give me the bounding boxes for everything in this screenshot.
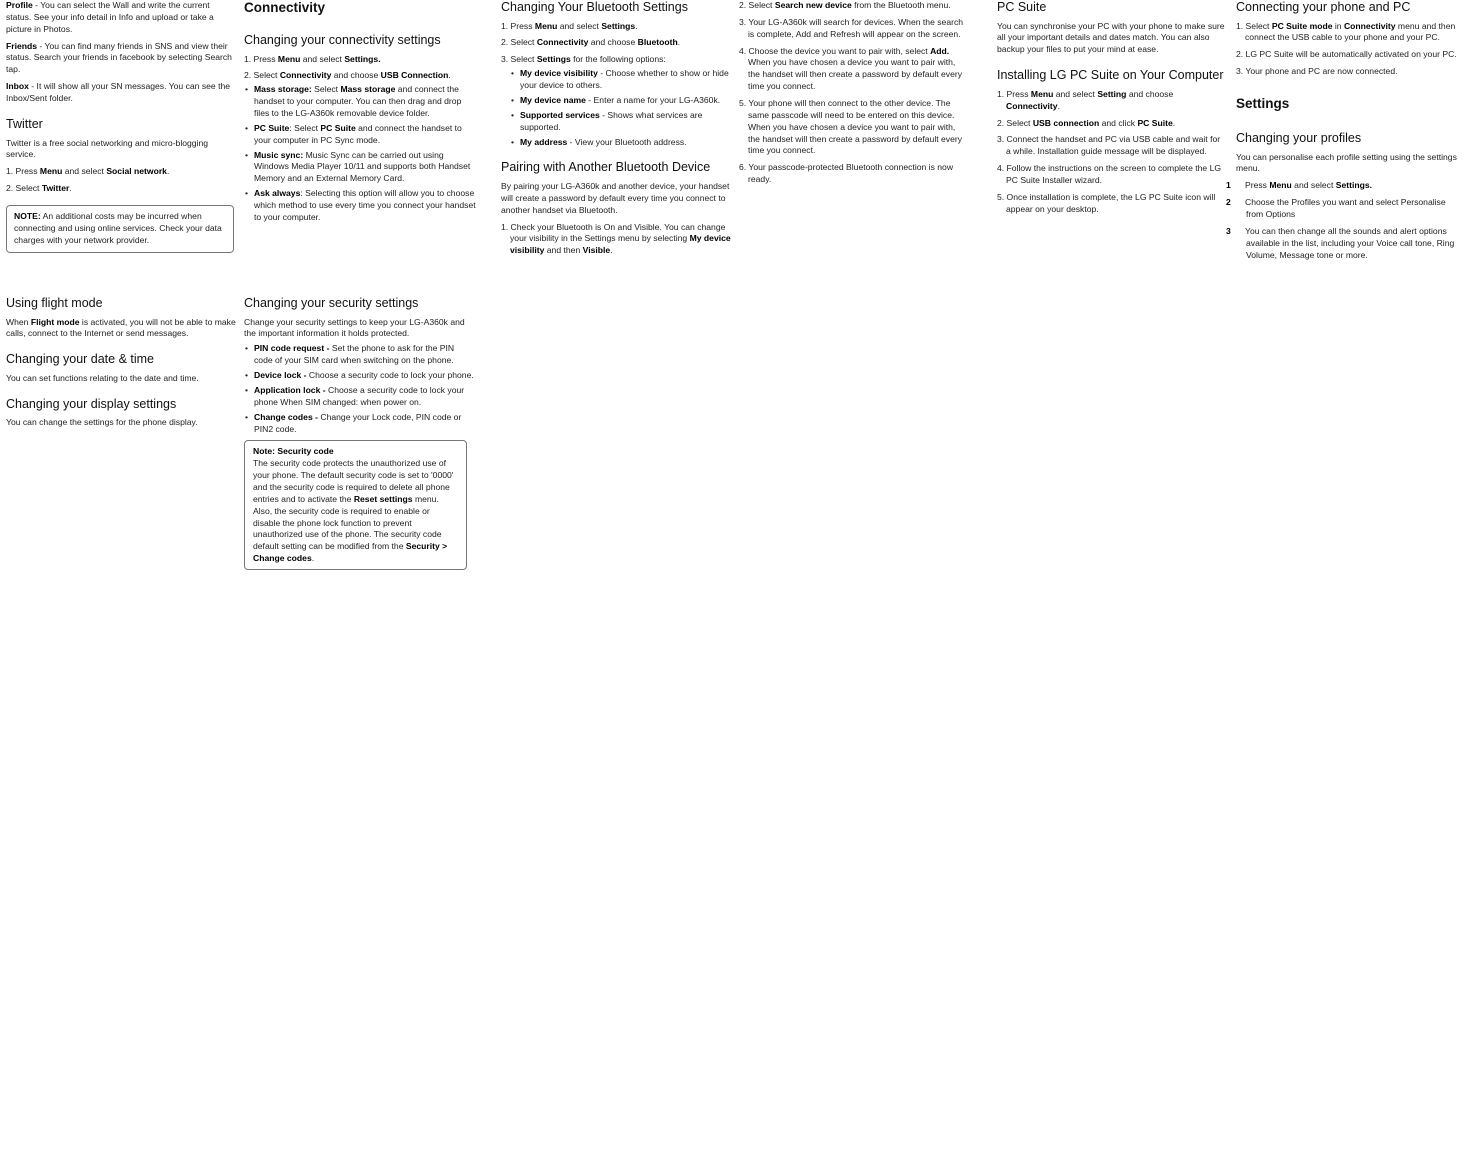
step-number: 5. [997, 191, 1005, 202]
install-step-4 [997, 163, 1227, 187]
note-text: menu. Also, the security code is required to enable or disable the phone lock function to prevent unauthorized use of the phone. The security code default setting can be modified from the [253, 493, 442, 552]
step-term: Connectivity [279, 70, 332, 81]
item-text: : Select [289, 122, 321, 133]
bluetooth-step-2 [501, 37, 731, 49]
step-text: Press [1004, 88, 1031, 99]
step-term: Connectivity [536, 37, 589, 48]
list-item [254, 412, 474, 436]
pc-suite-heading: PC Suite [997, 0, 1047, 14]
column-2-lower [244, 296, 474, 570]
pc-suite-text: You can synchronise your PC with your phone to make sure all your important details and dates match. You can also backup your files to put your mind at ease. [997, 20, 1225, 55]
list-item [520, 95, 731, 107]
install-step-5 [997, 192, 1227, 216]
date-heading: Changing your date & time [6, 352, 155, 367]
step-number: 2. [997, 117, 1005, 128]
flight-term: Flight mode [30, 316, 80, 327]
list-item [254, 343, 474, 367]
item-term: Device lock - [254, 370, 307, 381]
list-item [520, 68, 731, 92]
column-1-lower [6, 296, 238, 434]
step-text: in [1332, 20, 1344, 31]
item-text: Select [311, 84, 341, 95]
item-text: Choose a security code to lock your phone. [306, 370, 474, 381]
profile-paragraph [6, 0, 234, 36]
twitter-step-2 [6, 183, 234, 195]
pairing-step-3 [739, 17, 965, 41]
security-options-list [244, 343, 474, 435]
step-text: and select [1053, 88, 1098, 99]
install-step-3 [997, 134, 1227, 158]
pairing-step-6 [739, 162, 965, 186]
bluetooth-step-1 [501, 21, 731, 33]
step-text: and then [544, 245, 583, 256]
step-text: You can then change all the sounds and alert options available in the list, including your Voice call tone, Ring Volume, Message tone or more. [1245, 225, 1455, 260]
item-term: Music sync: [254, 149, 304, 160]
item-term: Mass storage: [254, 84, 312, 95]
column-3 [501, 0, 731, 262]
flight-text [6, 317, 238, 341]
step-text: Choose the Profiles you want and select Personalise from Options [1245, 197, 1446, 219]
display-text: You can change the settings for the phone display. [6, 417, 198, 428]
connecting-heading: Connecting your phone and PC [1236, 0, 1411, 14]
step-term: My device visibility [510, 233, 731, 256]
connecting-step-2: 2. LG PC Suite will be automatically activated on your PC. [1236, 49, 1457, 60]
step-number: 2 [1226, 197, 1231, 208]
item-term: Supported services [520, 109, 600, 120]
step-text: Select [1243, 20, 1272, 31]
note-text: . [311, 553, 315, 564]
step-text: . [166, 166, 170, 177]
step-text: . [69, 183, 72, 194]
step-term: USB Connection [380, 70, 449, 81]
step-term: USB connection [1032, 117, 1100, 128]
list-item [254, 385, 474, 409]
profile-text: - You can select the Wall and write the current status. See your info detail in Info and upload or take a picture in Photos. [6, 0, 214, 34]
list-item [254, 370, 474, 382]
step-term: Twitter [41, 183, 70, 194]
item-term: Change codes - [254, 411, 318, 422]
item-text: - Shows what services are supported. [520, 109, 703, 132]
step-text: 2. Select [6, 183, 42, 194]
step-text: Select [1004, 117, 1033, 128]
step-term: Social network [106, 166, 167, 177]
step-number: 1. [1236, 20, 1244, 31]
flight-text-post: is activated, you will not be able to make calls, connect to the Internet or send messages. [6, 316, 236, 339]
step-term: Add. [930, 45, 950, 56]
step-term: Visible [582, 245, 611, 256]
column-4 [739, 0, 965, 191]
item-text: Music Sync can be carried out using Windows Media Player 10/11 and supports both Handset Memory and an External Memory Card. [254, 149, 471, 184]
pairing-text: By pairing your LG-A360k and another device, your handset will create a password by default every time you connect to another handset via Bluetooth. [501, 180, 730, 215]
connectivity-sub-heading: Changing your connectivity settings [244, 32, 441, 47]
step-text: . [677, 37, 681, 48]
list-item [520, 110, 731, 134]
item-text: and connect the handset to your computer in PC Sync mode. [254, 122, 462, 145]
friends-text: - You can find many friends in SNS and view their status. Search your friends in facebook by selecting Search tap. [6, 40, 232, 75]
step-term: Menu [1269, 180, 1292, 191]
security-text: Change your security settings to keep your LG-A360k and the important information it holds protected. [244, 316, 465, 339]
step-text: and choose [331, 70, 381, 81]
step-term: Settings. [344, 53, 381, 64]
step-term: Settings [536, 54, 571, 65]
step-text: from the Bluetooth menu. [851, 0, 951, 10]
step-text: menu and then connect the USB cable to your phone and your PC. [1245, 20, 1456, 43]
item-text: and connect the handset to your computer. You can then drag and drop files to the LG-A360k removable device folder. [254, 84, 462, 118]
list-item [254, 188, 476, 224]
list-item [254, 123, 476, 147]
install-heading: Installing LG PC Suite on Your Computer [997, 68, 1224, 83]
step-term: PC Suite mode [1271, 20, 1333, 31]
step-number: 1. [501, 221, 509, 232]
step-text: and select [1291, 180, 1336, 191]
security-heading: Changing your security settings [244, 296, 419, 310]
list-item [254, 150, 476, 186]
note-title: Note: Security code [253, 446, 334, 457]
step-text: and choose [1126, 88, 1174, 99]
list-item [520, 137, 731, 149]
profiles-heading: Changing your profiles [1236, 130, 1362, 145]
note-text: An additional costs may be incurred when connecting and using online services. Check your data charges with your network provider. [14, 210, 222, 245]
step-text: 1. Press [501, 20, 535, 31]
item-term: Application lock - [254, 384, 326, 395]
step-term: Menu [277, 53, 301, 64]
display-heading: Changing your display settings [6, 396, 177, 411]
item-text: Change your Lock code, PIN code or PIN2 code. [254, 411, 462, 434]
step-text: Connect the handset and PC via USB cable and wait for a while. Installation guide message will be displayed. [1004, 134, 1221, 157]
item-text: - Enter a name for your LG-A360k. [585, 94, 721, 105]
step-text: Your LG-A360k will search for devices. When the search is complete, Add and Refresh will appear on the screen. [746, 16, 964, 39]
step-number: 2. [739, 0, 747, 10]
pairing-step-4 [739, 46, 965, 93]
item-text: - View your Bluetooth address. [567, 136, 687, 147]
twitter-text: Twitter is a free social networking and micro-blogging service. [6, 137, 209, 160]
step-text: Select [746, 0, 775, 10]
step-text: Once installation is complete, the LG PC Suite icon will appear on your desktop. [1004, 191, 1216, 214]
step-text: and select [62, 166, 107, 177]
pairing-step-2 [739, 0, 965, 12]
profile-term: Profile [6, 0, 33, 10]
step-number: 3. [739, 16, 747, 27]
step-number: 4. [739, 45, 747, 56]
step-term: Menu [534, 20, 558, 31]
twitter-heading: Twitter [6, 116, 43, 131]
step-text: 1. Press [6, 166, 40, 177]
step-term: Bluetooth [637, 37, 678, 48]
step-term: Connectivity [1343, 20, 1396, 31]
step-text: and select [300, 53, 345, 64]
pairing-step-1 [501, 222, 731, 258]
step-number: 6. [739, 162, 747, 173]
connectivity-step-1 [244, 54, 476, 66]
item-term: My device visibility [520, 68, 598, 79]
step-text: When you have chosen a device you want to pair with, the handset will then create a password by default every time you connect. [748, 57, 963, 92]
step-term: Menu [1030, 88, 1054, 99]
flight-text-pre: When [6, 316, 31, 327]
bluetooth-step-3 [501, 54, 731, 66]
inbox-text: - It will show all your SN messages. You can see the Inbox/Sent folder. [6, 81, 231, 104]
step-text: and click [1099, 117, 1138, 128]
step-text: . [635, 20, 638, 31]
step-text: Choose the device you want to pair with, select [746, 45, 931, 56]
twitter-step-1 [6, 166, 234, 178]
item-term: Mass storage [340, 84, 396, 95]
connecting-step-1 [1236, 21, 1458, 45]
step-term: Settings. [1335, 180, 1373, 191]
step-text: Check your Bluetooth is On and Visible. You can change your visibility in the Settings menu by selecting [508, 221, 726, 244]
step-term: Setting [1097, 88, 1127, 99]
item-term: PC Suite [320, 122, 356, 133]
step-text: Your passcode-protected Bluetooth connection is now ready. [746, 162, 954, 185]
item-term: Ask always [254, 188, 301, 199]
step-text: and select [557, 20, 602, 31]
note-term: Reset settings [353, 493, 413, 504]
item-term: My address [520, 136, 568, 147]
step-text: 1. Press [244, 53, 278, 64]
item-text: - Choose whether to show or hide your device to others. [520, 68, 729, 91]
step-text: Press [1245, 180, 1270, 191]
profiles-step-1 [1226, 180, 1458, 192]
column-5 [997, 0, 1227, 221]
connecting-step-3: 3. Your phone and PC are now connected. [1236, 66, 1398, 77]
item-term: PIN code request - [254, 343, 330, 354]
step-term: PC Suite [1137, 117, 1173, 128]
step-text: 2. Select [244, 70, 280, 81]
note-term: Security > Change codes [253, 541, 448, 564]
step-term: Search new device [774, 0, 852, 10]
connectivity-title: Connectivity [244, 0, 326, 15]
step-text: 2. Select [501, 37, 537, 48]
profiles-text: You can personalise each profile setting using the settings menu. [1236, 151, 1457, 174]
note-term: NOTE: [14, 210, 41, 221]
bluetooth-options-list [501, 68, 731, 148]
step-text: . [610, 245, 613, 256]
step-number: 1 [1226, 180, 1231, 191]
connectivity-options-list [244, 84, 476, 223]
item-text: Set the phone to ask for the PIN code of your SIM card when switching on the phone. [254, 343, 455, 366]
step-number: 3 [1226, 225, 1231, 236]
step-text: 3. Select [501, 54, 537, 65]
step-text: . [1172, 117, 1176, 128]
inbox-paragraph [6, 81, 234, 105]
step-text: for the following options: [570, 54, 666, 65]
step-number: 3. [997, 134, 1005, 145]
item-text: Choose a security code to lock your phone When SIM changed: when power on. [254, 384, 465, 407]
settings-title: Settings [1236, 96, 1290, 112]
profiles-step-3 [1226, 225, 1458, 262]
step-text: . [1057, 100, 1060, 111]
step-text: . [448, 70, 451, 81]
security-note-box [244, 440, 467, 570]
list-item [254, 84, 476, 120]
item-term: PC Suite [254, 122, 290, 133]
inbox-term: Inbox [6, 81, 29, 92]
item-term: My device name [520, 94, 586, 105]
step-term: Connectivity [1006, 100, 1058, 111]
connectivity-step-2 [244, 70, 476, 82]
install-step-2 [997, 118, 1227, 130]
step-text: Your phone will then connect to the other device. The same passcode will need to be entered on this device. When you have chosen a device you want to pair with, the handset will then create a password by default every time you connect. [746, 98, 963, 156]
step-number: 5. [739, 98, 747, 109]
item-text: : Selecting this option will allow you to choose which method to use every time you connect your handset to your computer. [254, 188, 476, 222]
pairing-heading: Pairing with Another Bluetooth Device [501, 160, 711, 175]
flight-heading: Using flight mode [6, 296, 103, 310]
pairing-step-5 [739, 98, 965, 157]
friends-term: Friends [6, 40, 38, 51]
column-1 [6, 0, 234, 253]
step-number: 1. [997, 88, 1005, 99]
note-text: The security code protects the unauthorized use of your phone. The default security code is set to '0000' and the security code is required to delete all phone entries and to activate the [253, 458, 454, 504]
friends-paragraph [6, 41, 234, 77]
install-step-1 [997, 89, 1227, 113]
profiles-step-2 [1226, 197, 1458, 221]
date-text: You can set functions relating to the date and time. [6, 372, 199, 383]
column-6 [1226, 0, 1458, 266]
step-number: 4. [997, 163, 1005, 174]
step-text: and choose [588, 37, 638, 48]
note-box [6, 205, 234, 253]
bluetooth-heading: Changing Your Bluetooth Settings [501, 0, 688, 14]
step-text: Follow the instructions on the screen to complete the LG PC Suite Installer wizard. [1004, 163, 1222, 185]
column-2 [244, 0, 476, 229]
step-term: Menu [39, 166, 63, 177]
step-term: Settings [601, 20, 636, 31]
